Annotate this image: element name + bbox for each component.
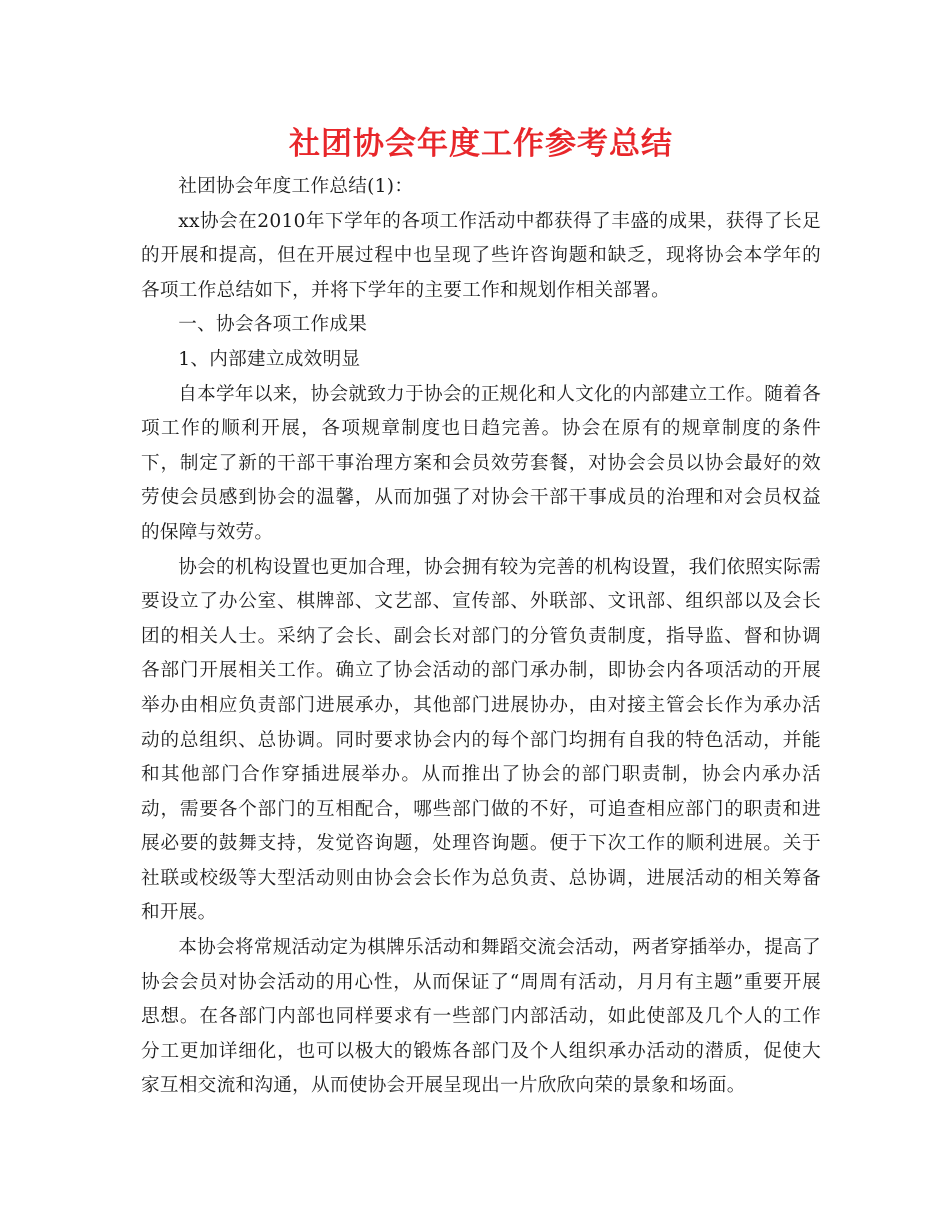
body-paragraph: 自本学年以来，协会就致力于协会的正规化和人文化的内部建立工作。随着各项工作的顺利开展，各项规章制度也日趋完善。协会在原有的规章制度的条件下，制定了新的干部干事治理方案和会员效劳套餐，对协会会员以协会最好的效劳使会员感到协会的温馨，从而加强了对协会干部干事成员的治理和对会员权益的保障与效劳。: [141, 383, 821, 543]
body-paragraph: 本协会将常规活动定为棋牌乐活动和舞蹈交流会活动，两者穿插举办，提高了协会会员对协会活动的用心性，从而保证了“周周有活动，月月有主题”重要开展思想。在各部门内部也同样要求有一些部门内部活动，如此使部及几个人的工作分工更加详细化，也可以极大的锻炼各部门及个人组织承办活动的潜质，促使大家互相交流和沟通，从而使协会开展呈现出一片欣欣向荣的景象和场面。: [141, 937, 821, 1097]
heading-summary-1: 社团协会年度工作总结(1)：: [178, 176, 414, 197]
intro-paragraph: xx协会在2010年下学年的各项工作活动中都获得了丰盛的成果，获得了长足的开展和提高，但在开展过程中也呈现了些许咨询题和缺乏，现将协会本学年的各项工作总结如下，并将下学年的主要工作和规划作相关部署。: [141, 210, 821, 301]
document-title: 社团协会年度工作参考总结: [289, 126, 673, 162]
section-heading-achievements: 一、协会各项工作成果: [178, 314, 368, 336]
body-paragraph: 协会的机构设置也更加合理，协会拥有较为完善的机构设置，我们依照实际需要设立了办公室、棋牌部、文艺部、宣传部、外联部、文讯部、组织部以及会长团的相关人士。采纳了会长、副会长对部门的分管负责制度，指导监、督和协调各部门开展相关工作。确立了协会活动的部门承办制，即协会内各项活动的开展举办由相应负责部门进展承办，其他部门进展协办，由对接主管会长作为承办活动的总组织、总协调。同时要求协会内的每个部门均拥有自我的特色活动，并能和其他部门合作穿插进展举办。从而推出了协会的部门职责制，协会内承办活动，需要各个部门的互相配合，哪些部门做的不好，可追查相应部门的职责和进展必要的鼓舞支持，发觉咨询题，处理咨询题。便于下次工作的顺利进展。关于社联或校级等大型活动则由协会会长作为总负责、总协调，进展活动的相关筹备和开展。: [141, 556, 821, 924]
document-page: [141, 122, 821, 1104]
subsection-heading-internal: 1、内部建立成效明显: [178, 348, 361, 370]
